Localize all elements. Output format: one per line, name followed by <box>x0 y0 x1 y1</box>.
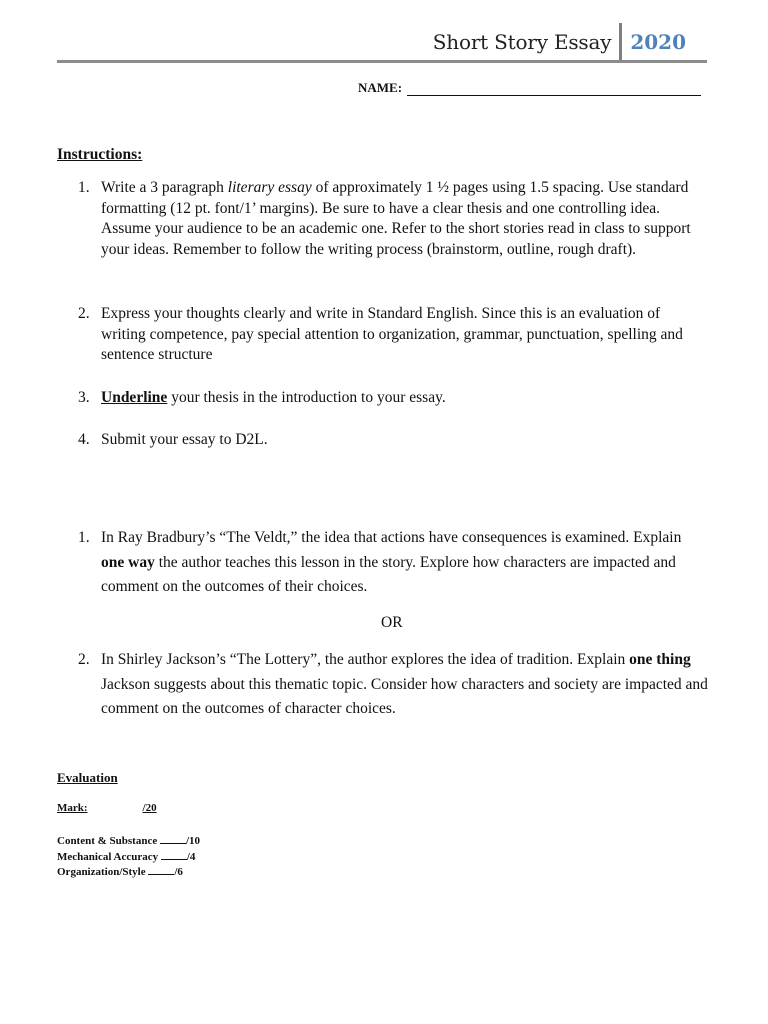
prompt-bold-phrase: one way <box>101 553 155 571</box>
instruction-number: 1. <box>78 179 90 196</box>
instruction-text: Write a 3 paragraph literary essay of approximately 1 ½ pages using 1.5 spacing. Use standard formatting (12 pt. font/1’ margins). Be sure to have a clear thesis and one controlling idea. Assume your audience to be an academic one. Refer to the short stories read in class to support your ideas. Remember to follow the writing process (brainstorm, outline, rough draft). <box>101 179 691 258</box>
score-row-mechanical: Mechanical Accuracy /4 <box>57 850 196 863</box>
prompt-item-1 <box>78 526 708 600</box>
instruction-item-4 <box>78 430 708 451</box>
name-blank-line <box>407 81 701 96</box>
score-blank <box>161 849 187 860</box>
name-label: NAME: <box>358 80 403 95</box>
instructions-heading: Instructions: <box>57 146 143 163</box>
score-blank <box>148 864 174 875</box>
underline-emphasis: Underline <box>101 389 168 406</box>
instruction-text: Underline your thesis in the introduction to your essay. <box>101 389 446 406</box>
prompt-item-2 <box>78 648 708 722</box>
prompt-number: 2. <box>78 651 90 668</box>
instruction-number: 4. <box>78 431 90 448</box>
instruction-number: 3. <box>78 389 90 406</box>
instruction-text: Express your thoughts clearly and write in Standard English. Since this is an evaluation of writing competence, pay special attention to organization, grammar, punctuation, spelling and sentence structure <box>101 305 683 363</box>
score-row-content: Content & Substance /10 <box>57 835 201 847</box>
prompt-bold-phrase: one thing <box>629 651 691 668</box>
instruction-item-1 <box>78 178 708 260</box>
mark-label: Mark: <box>57 802 88 814</box>
mark-row <box>57 802 157 814</box>
prompt-number: 1. <box>78 529 90 546</box>
header-rule <box>57 60 707 63</box>
score-row-organization: Organization/Style /6 <box>57 866 183 878</box>
score-breakdown <box>57 833 200 880</box>
evaluation-heading: Evaluation <box>57 770 118 785</box>
literary-essay-emphasis: literary essay <box>227 179 312 196</box>
header-year: 2020 <box>630 30 686 54</box>
instruction-item-3 <box>78 388 708 409</box>
instruction-text: Submit your essay to D2L. <box>101 431 268 448</box>
score-blank <box>160 833 186 844</box>
instruction-number: 2. <box>78 305 90 322</box>
prompt-text: In Shirley Jackson’s “The Lottery”, the author explores the idea of tradition. Explain one thing Jackson suggests about this thematic topic. Consider how characters and society are impacted and comment on the outcomes of character choices. <box>101 651 708 717</box>
prompt-text: In Ray Bradbury’s “The Veldt,” the idea that actions have consequences is examined. Explain one way the author teaches this lesson in the story. Explore how characters are impacted and comment on the outcomes of their choices. <box>101 529 682 595</box>
header-title: Short Story Essay <box>432 30 612 54</box>
mark-total: /20 <box>142 802 157 814</box>
document-header <box>433 22 686 62</box>
instruction-item-2 <box>78 304 708 366</box>
or-separator: OR <box>381 614 403 631</box>
name-row <box>358 80 701 96</box>
